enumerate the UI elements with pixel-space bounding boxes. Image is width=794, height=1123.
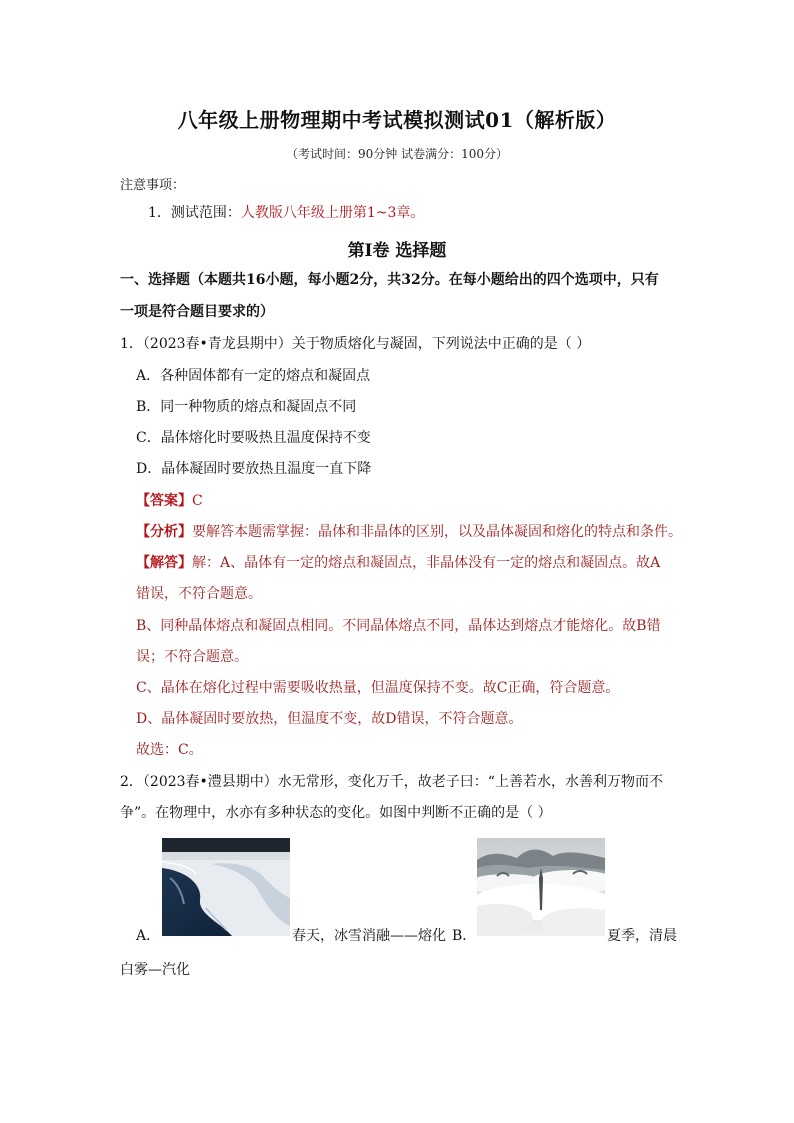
q1-solution-c: C、晶体在熔化过程中需要吸收热量，但温度保持不变。故C正确，符合题意。	[136, 680, 620, 696]
morning-fog-image	[477, 838, 605, 936]
notice-label: 注意事项：	[120, 178, 186, 193]
q1-solution-b-line-2: 误；不符合题意。	[136, 649, 248, 665]
q1-solution-b-line-1: B、同种晶体熔点和凝固点相同。不同晶体熔点不同，晶体达到熔点才能熔化。故B错	[136, 618, 661, 634]
q2-option-a-label: A．	[136, 928, 161, 944]
q1-solution-line-2: 错误，不符合题意。	[136, 586, 262, 602]
q1-choose: 故选：C。	[136, 742, 203, 758]
part-heading-line-2: 一项是符合题目要求的）	[120, 304, 274, 320]
q2-stem-line-2: 争”。在物理中，水亦有多种状态的变化。如图中判断不正确的是（ ）	[120, 805, 552, 821]
ice-melting-illustration	[162, 838, 290, 936]
q1-option-a: A．各种固体都有一定的熔点和凝固点	[136, 368, 371, 384]
answer-label: 【答案】	[136, 493, 192, 509]
notice-item-text: 人教版八年级上册第1~3章。	[240, 205, 425, 221]
q2-option-b-continued: 白雾—汽化	[120, 962, 190, 978]
solution-text-1: 解：A、晶体有一定的熔点和凝固点，非晶体没有一定的熔点和凝固点。故A	[192, 555, 661, 571]
q1-option-d: D．晶体凝固时要放热且温度一直下降	[136, 461, 372, 477]
analysis-label: 【分析】	[136, 524, 192, 540]
answer-value: C	[192, 493, 203, 509]
part-heading-line-1: 一、选择题（本题共16小题，每小题2分，共32分。在每小题给出的四个选项中，只有	[120, 272, 659, 288]
q1-option-b: B．同一种物质的熔点和凝固点不同	[136, 399, 357, 415]
notice-item	[148, 203, 424, 223]
analysis-text: 要解答本题需掌握：晶体和非晶体的区别，以及晶体凝固和熔化的特点和条件。	[192, 524, 682, 540]
q2-option-b-label: B．	[452, 928, 477, 944]
notice-item-prefix: 1．测试范围：	[148, 205, 241, 221]
solution-label: 【解答】	[136, 555, 192, 571]
morning-fog-illustration	[477, 838, 605, 936]
q2-stem-line-1: 2．（2023春•澧县期中）水无常形，变化万千，故老子曰：“上善若水，水善利万物而不	[120, 774, 663, 790]
q1-solution-line-1	[136, 553, 660, 573]
q1-option-c: C．晶体熔化时要吸热且温度保持不变	[136, 430, 371, 446]
q2-option-b-text: 夏季，清晨	[607, 928, 677, 944]
exam-info: （考试时间：90分钟 试卷满分：100分）	[286, 147, 508, 161]
section-title: 第Ⅰ卷 选择题	[347, 241, 447, 261]
q1-answer	[136, 491, 203, 511]
ice-melting-image	[162, 838, 290, 936]
q2-option-a-text: 春天，冰雪消融——熔化	[292, 928, 446, 944]
q1-analysis	[136, 522, 682, 542]
page-title: 八年级上册物理期中考试模拟测试01（解析版）	[177, 108, 617, 132]
q1-solution-d: D、晶体凝固时要放热，但温度不变，故D错误，不符合题意。	[136, 711, 523, 727]
q1-stem: 1．（2023春•青龙县期中）关于物质熔化与凝固，下列说法中正确的是（ ）	[120, 336, 591, 352]
